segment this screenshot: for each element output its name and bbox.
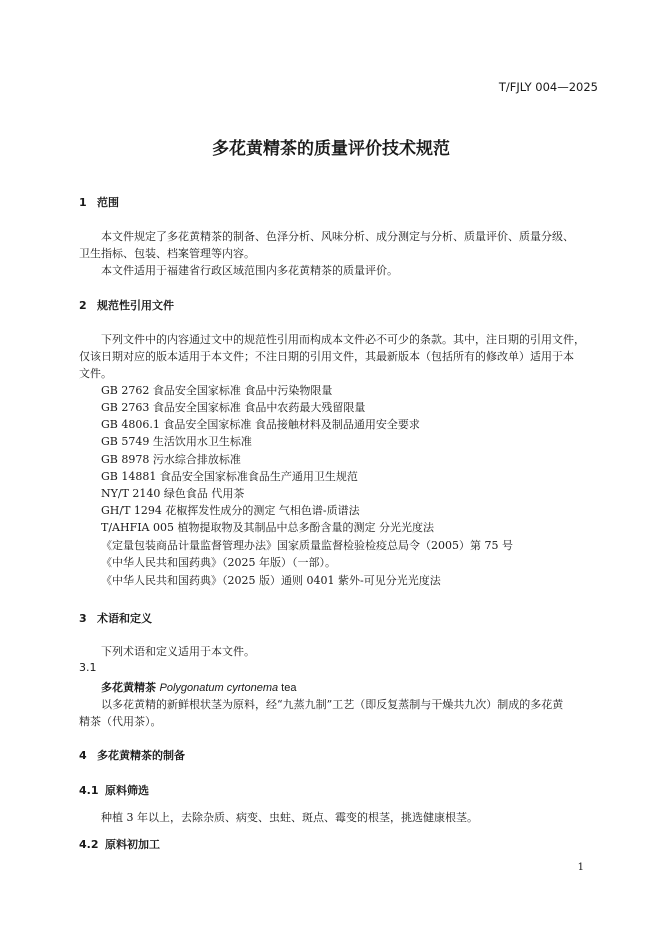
subsection-4-1-heading (79, 782, 149, 798)
term-en-suffix: tea (278, 682, 297, 694)
paragraph-line: 精茶（代用茶）。 (79, 715, 162, 728)
term-latin: Polygonatum cyrtonema (159, 682, 279, 694)
reference-item: GB 2763 食品安全国家标准 食品中农药最大残留限量 (101, 401, 366, 414)
subsection-number: 4.1 (79, 784, 99, 797)
reference-item: GH/T 1294 花椒挥发性成分的测定 气相色谱-质谱法 (101, 504, 360, 517)
paragraph-line: 下列文件中的内容通过文中的规范性引用而构成本文件必不可少的条款。其中，注日期的引用文件， (101, 333, 585, 346)
subsection-number: 4.2 (79, 838, 99, 851)
section-number: 4 (79, 749, 87, 762)
paragraph-line: 种植 3 年以上，去除杂质、病变、虫蛀、斑点、霉变的根茎，挑选健康根茎。 (101, 811, 478, 824)
section-title: 规范性引用文件 (97, 299, 174, 312)
section-2-heading (79, 297, 174, 313)
reference-item: GB 2762 食品安全国家标准 食品中污染物限量 (101, 384, 333, 397)
section-3-heading (79, 610, 152, 626)
paragraph-line: 本文件适用于福建省行政区域范围内多花黄精茶的质量评价。 (101, 264, 398, 277)
section-number: 1 (79, 196, 87, 209)
section-title: 多花黄精茶的制备 (97, 749, 185, 762)
term-name-zh: 多花黄精茶 (101, 681, 156, 694)
reference-item: 《中华人民共和国药典》（2025 年版）（一部）。 (101, 556, 336, 569)
section-1-heading (79, 194, 119, 210)
document-code: T/FJLY 004—2025 (498, 80, 598, 94)
section-title: 范围 (97, 196, 119, 209)
reference-item: GB 5749 生活饮用水卫生标准 (101, 435, 252, 448)
subsection-4-2-heading (79, 836, 160, 852)
term-name-en (160, 682, 297, 694)
section-number: 3 (79, 612, 87, 625)
paragraph-line: 本文件规定了多花黄精茶的制备、色泽分析、风味分析、成分测定与分析、质量评价、质量分级、 (101, 230, 574, 243)
section-title: 术语和定义 (97, 612, 152, 625)
paragraph-line: 文件。 (79, 367, 112, 380)
reference-item: GB 4806.1 食品安全国家标准 食品接触材料及制品通用安全要求 (101, 418, 420, 431)
term-entry (101, 679, 296, 695)
paragraph-line: 以多花黄精的新鲜根状茎为原料，经“九蒸九制”工艺（即反复蒸制与干燥共九次）制成的多花黄 (101, 698, 564, 711)
paragraph-line: 仅该日期对应的版本适用于本文件；不注日期的引用文件，其最新版本（包括所有的修改单）适用于本 (79, 350, 574, 363)
subsection-title: 原料筛选 (105, 784, 149, 797)
section-number: 2 (79, 299, 87, 312)
paragraph-line: 下列术语和定义适用于本文件。 (101, 645, 255, 658)
reference-item: 《中华人民共和国药典》（2025 版）通则 0401 紫外-可见分光光度法 (101, 574, 441, 587)
reference-item: GB 8978 污水综合排放标准 (101, 453, 241, 466)
reference-item: GB 14881 食品安全国家标准食品生产通用卫生规范 (101, 470, 358, 483)
reference-item: NY/T 2140 绿色食品 代用茶 (101, 487, 245, 500)
reference-item: T/AHFIA 005 植物提取物及其制品中总多酚含量的测定 分光光度法 (101, 521, 434, 534)
subsection-title: 原料初加工 (105, 838, 160, 851)
section-4-heading (79, 747, 185, 763)
paragraph-line: 卫生指标、包装、档案管理等内容。 (79, 247, 255, 260)
page-title: 多花黄精茶的质量评价技术规范 (212, 139, 450, 159)
page-number: 1 (577, 862, 584, 873)
reference-item: 《定量包装商品计量监督管理办法》国家质量监督检验检疫总局令（2005）第 75 号 (101, 539, 513, 552)
term-number: 3.1 (79, 661, 97, 674)
